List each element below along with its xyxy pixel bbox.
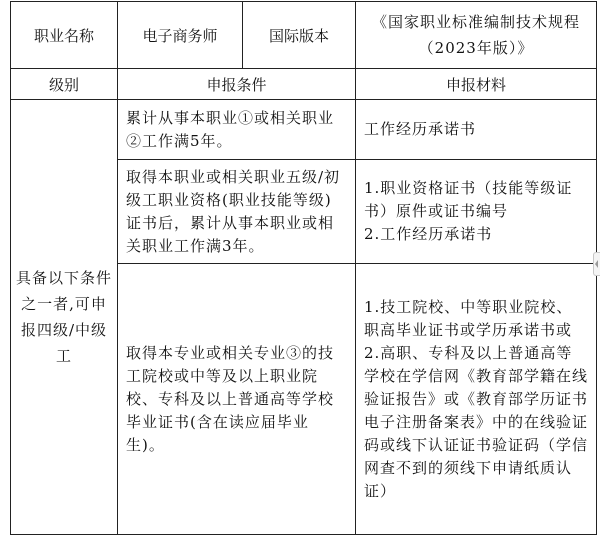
subheader-row [11, 69, 597, 100]
occupation-label: 职业名称 [11, 2, 118, 69]
conditions-header: 申报条件 [118, 69, 356, 100]
material-text: 工作经历承诺书 [364, 120, 477, 138]
standard-title: 《国家职业标准编制技术规程（2023年版）》 [371, 13, 580, 57]
table-row [11, 100, 597, 160]
condition-cell [118, 100, 356, 160]
occupation-value: 电子商务师 [118, 2, 243, 69]
standard-title-cell [356, 2, 597, 69]
grade-text: 具备以下条件之一者,可申报四级/中级工 [15, 269, 112, 365]
edition-label: 国际版本 [243, 2, 356, 69]
condition-text: 取得本职业或相关职业五级/初级工职业资格(职业技能等级)证书后，累计从事本职业或相关职业工作满3年。 [126, 167, 341, 255]
condition-text: 取得本专业或相关专业③的技工院校或中等及以上职业院校、专科及以上普通高等学校毕业证书(含在读应届毕业生)。 [126, 343, 335, 454]
material-cell [356, 100, 597, 160]
grade-header: 级别 [11, 69, 118, 100]
header-row [11, 2, 597, 69]
material-text: 1.技工院校、中等职业院校、职高毕业证书或学历承诺书或2.高职、专科及以上普通高等学校在学信网《教育部学籍在线验证报告》或《教育部学历证书电子注册备案表》中的在线验证码或线下认证证书验证码（学信网查不到的须线下申请纸质认证） [364, 297, 589, 500]
condition-text: 累计从事本职业①或相关职业②工作满5年。 [126, 108, 335, 150]
condition-cell [118, 160, 356, 264]
grade-cell [11, 100, 118, 535]
material-text: 1.职业资格证书（技能等级证书）原件或证书编号 2.工作经历承诺书 [364, 179, 573, 243]
side-collapse-handle[interactable] [593, 252, 600, 276]
material-cell [356, 160, 597, 264]
condition-cell [118, 264, 356, 535]
requirements-table [10, 1, 597, 535]
material-cell [356, 264, 597, 535]
materials-header: 申报材料 [356, 69, 597, 100]
